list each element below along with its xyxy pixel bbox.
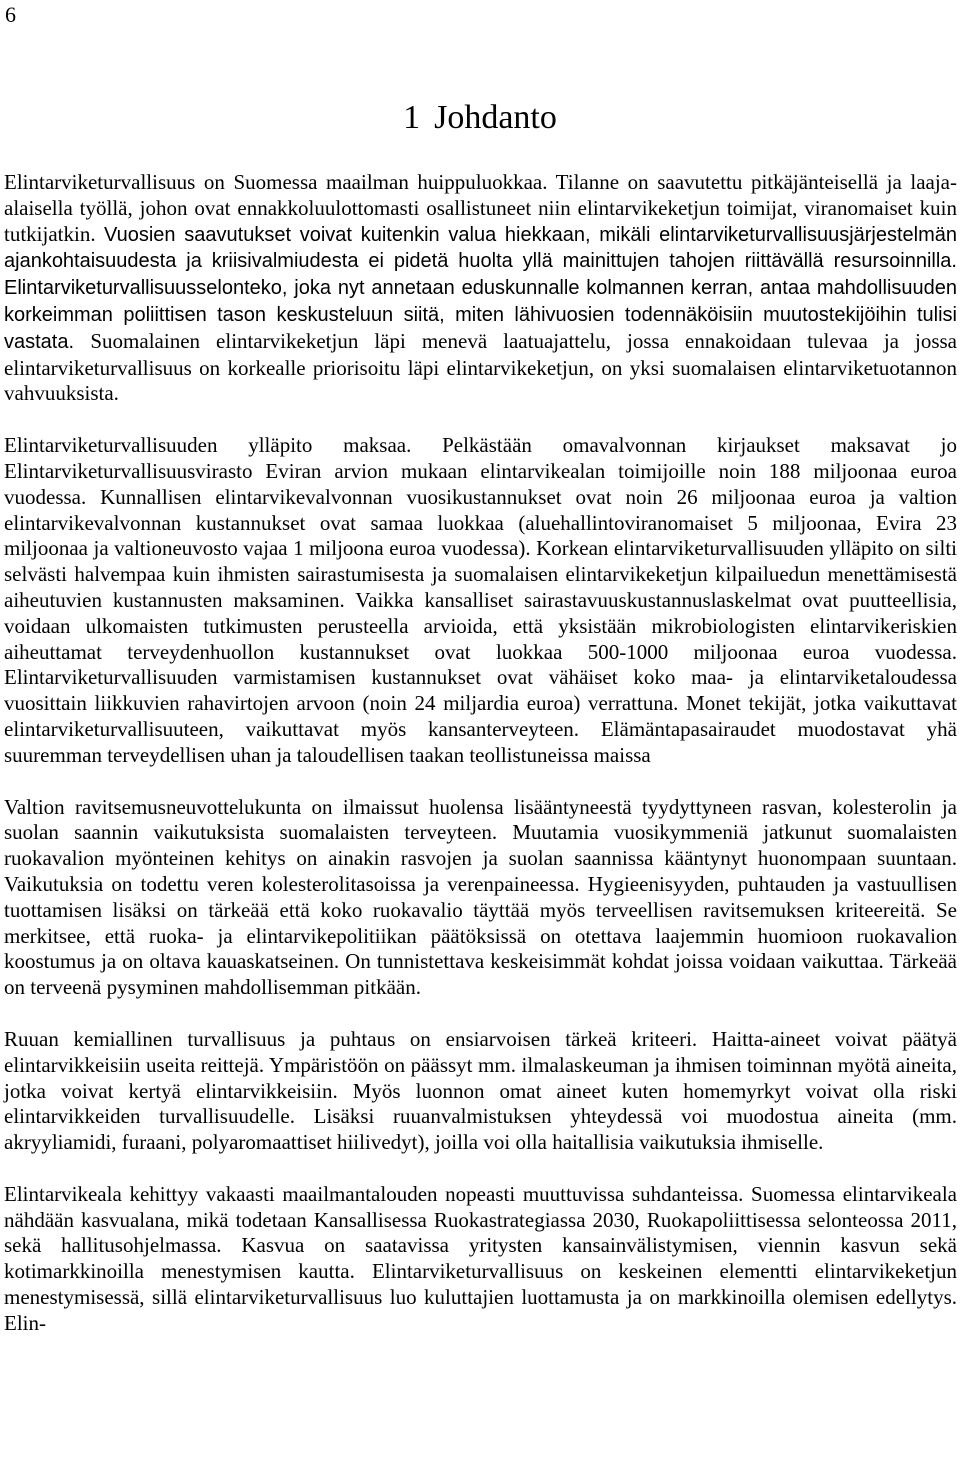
sentence-sans: Vuosien saavutukset voivat kuitenkin valua hiekkaan, mikäli elintarviketurvallisuusjärjestelmän ajankohtaisuudesta ja kriisivalmiudesta ei pidetä huolta yllä mainittujen tahojen riittävällä resursoinnilla. [4,223,958,273]
chapter-title: Johdanto [434,99,557,136]
paragraph-costs: Elintarviketurvallisuuden ylläpito maksaa. Pelkästään omavalvonnan kirjaukset maksavat jo Elintarviketurvallisuusvirasto Eviran arvion mukaan elintarvikealan toimijoille noin 188 miljoonaa euroa vuodessa. Kunnallisen elintarvikevalvonnan vuosikustannukset ovat noin 26 miljoonaa euroa ja valtion elintarvikevalvonnan kustannukset ovat samaa luokkaa (aluehallintoviranomaiset 5 miljoonaa, Evira 23 miljoonaa ja valtioneuvosto vajaa 1 miljoona euroa vuodessa). Korkean elintarviketurvallisuuden ylläpito on silti selvästi halvempaa kuin ihmisten sairastumisesta ja suomalaisen elintarvikeketjun kilpailuedun menettämisestä aiheutuvien kustannusten maksaminen. Vaikka kansalliset sairastavuuskustannuslaskelmat ovat puutteellisia, voidaan ulkomaisten tutkimusten perusteella arvioida, että yksistään mikrobiologisten elintarvikeriskien aiheuttamat terveydenhuollon kustannukset ovat luokkaa 500-1000 miljoonaa euroa vuodessa. Elintarviketurvallisuuden varmistamisen kustannukset ovat vähäiset koko maa- ja elintarviketaloudessa vuosittain liikkuvien rahavirtojen arvoon (noin 24 miljardia euroa) verrattuna. Monet tekijät, jotka vaikuttavat elintarviketurvallisuuteen, vaikuttavat myös kansanterveyteen. Elämäntapasairaudet muodostavat yhä suuremman terveydellisen uhan ja taloudellisen taakan teollistuneissa maissa [4,433,957,767]
paragraph-chemical-safety: Ruuan kemiallinen turvallisuus ja puhtaus on ensiarvoisen tärkeä kriteeri. Haitta-aineet voivat päätyä elintarvikkeisiin useita reittejä. Ympäristöön on päässyt mm. ilmalaskeuman ja ihmisen toiminnan myötä aineita, jotka voivat kertyä elintarvikkeisiin. Myös luonnon omat aineet kuten homemyrkyt voivat olla riski elintarvikkeiden turvallisuudelle. Lisäksi ruuanvalmistuksen yhteydessä voi muodostua aineita (mm. akryyliamidi, furaani, polyaromaattiset hiilivedyt), joilla voi olla haitallisia vaikutuksia ihmiselle. [4,1026,957,1155]
paragraph-nutrition: Valtion ravitsemusneuvottelukunta on ilmaissut huolensa lisääntyneestä tyydyttyneen rasvan, kolesterolin ja suolan saannin vaikutuksista suomalaisten terveyteen. Muutamia vuosikymmeniä jatkunut suomalaisten ruokavalion myönteinen kehitys on ainakin rasvojen ja suolan saannissa kääntynyt huonompaan suuntaan. Vaikutuksia on todettu veren kolesterolitasoissa ja verenpaineessa. Hygieenisyyden, puhtauden ja vastuullisen tuottamisen lisäksi on tärkeää että koko ruokavalio täyttää myös terveellisen ravitsemuksen kriteereitä. Se merkitsee, että ruoka- ja elintarvikepolitiikan päätöksissä on otettava laajemmin huomioon ruokavalion koostumus ja on oltava kauaskatseinen. On tunnistettava keskeisimmät kohdat joissa voidaan vaikuttaa. Tärkeää on terveenä pysyminen mahdollisemman pitkään. [4,794,957,1000]
sentence: Suomalainen elintarvikeketjun läpi menevä laatuajattelu, jossa ennakoidaan tulevaa ja jossa elintarviketurvallisuus on korkealle priorisoitu läpi elintarvikeketjun, on yksi suomalaisen elintarviketuotannon vahvuuksista. [4,328,957,406]
sentence: Elintarviketurvallisuus on Suomessa maailman huippuluokkaa. Tilanne on saavutettu pitkäjänteisellä ja laaja-alaisella työllä, johon ovat ennakkoluulottomasti osallistuneet niin elintarvikeketjun toimijat, viranomaiset kuin tutkijatkin. [4,170,957,246]
page-number: 6 [5,2,16,27]
chapter-heading [0,96,960,140]
chapter-number: 1 [403,99,421,136]
body-text [4,170,957,1337]
sentence-sans: Elintarviketurvallisuusselonteko, joka nyt annetaan eduskunnalle kolmannen kerran, antaa mahdollisuuden korkeimman poliittisen tason keskusteluun siitä, miten lähivuosien todennäköisiin muutostekijöihin tulisi vastata. [4,277,957,353]
paragraph-food-industry: Elintarvikeala kehittyy vakaasti maailmantalouden nopeasti muuttuvissa suhdanteissa. Suomessa elintarvikeala nähdään kasvualana, mikä todetaan Kansallisessa Ruokastrategiassa 2030, Ruokapoliittisessa selonteossa 2011, sekä hallitusohjelmassa. Kasvua on saatavissa yritysten kansainvälistymisen, viennin kasvun sekä kotimarkkinoilla menestymisen kautta. Elintarviketurvallisuus on keskeinen elementti elintarvikeketjun menestymisessä, sillä elintarviketurvallisuus luo kuluttajien luottamusta ja on markkinoilla olemisen edellytys. Elin- [4,1181,957,1335]
paragraph-food-safety-intro [4,170,957,407]
